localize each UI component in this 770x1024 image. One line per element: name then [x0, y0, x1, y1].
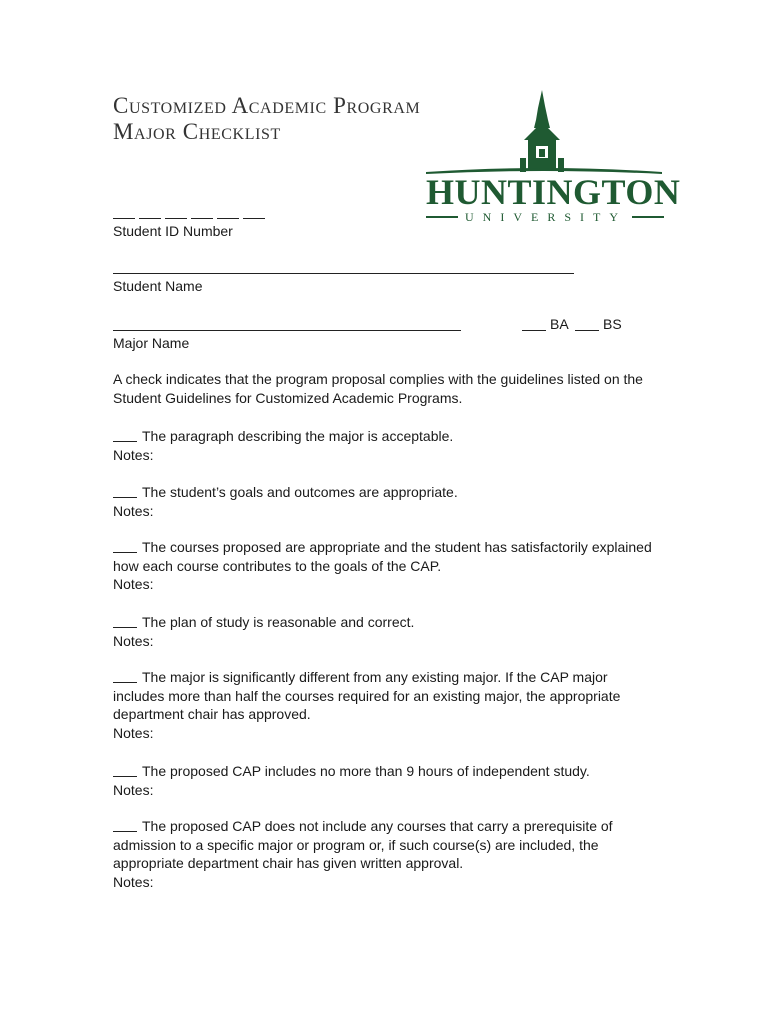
check-blank[interactable] — [113, 776, 137, 777]
notes-label: Notes: — [113, 576, 154, 593]
id-blank-2[interactable] — [139, 218, 161, 219]
notes-label: Notes: — [113, 446, 154, 463]
id-blank-4[interactable] — [191, 218, 213, 219]
notes-label: Notes: — [113, 781, 154, 798]
logo-subtitle: UNIVERSITY — [465, 210, 627, 224]
notes-label: Notes: — [113, 632, 154, 649]
notes-label: Notes: — [113, 502, 154, 519]
check-blank[interactable] — [113, 441, 137, 442]
checklist-item-7 — [113, 817, 653, 891]
id-blank-5[interactable] — [217, 218, 239, 219]
ba-blank[interactable] — [522, 330, 546, 331]
id-blank-6[interactable] — [243, 218, 265, 219]
check-blank[interactable] — [113, 627, 137, 628]
checklist-item-6 — [113, 762, 653, 799]
student-name-line[interactable] — [113, 273, 574, 274]
item-text: The major is significantly different from any existing major. If the CAP major includes more than half the courses required for an existing major, the appropriate department chair has approved. — [113, 669, 621, 723]
ba-label: BA — [550, 316, 569, 332]
major-name-line[interactable] — [113, 330, 461, 331]
student-id-label: Student ID Number — [113, 223, 233, 239]
check-blank[interactable] — [113, 497, 137, 498]
title-line-2: Major Checklist — [113, 119, 281, 144]
item-text: The student’s goals and outcomes are appropriate. — [142, 484, 458, 500]
checklist-item-3 — [113, 538, 653, 594]
intro-paragraph: A check indicates that the program proposal complies with the guidelines listed on the Student Guidelines for Customized Academic Programs. — [113, 371, 643, 406]
degree-ba-option[interactable] — [522, 315, 569, 333]
checklist-item-2 — [113, 483, 653, 520]
logo-wordmark: HUNTINGTON — [426, 172, 681, 212]
id-blank-3[interactable] — [165, 218, 187, 219]
check-blank[interactable] — [113, 682, 137, 683]
check-blank[interactable] — [113, 552, 137, 553]
item-text: The plan of study is reasonable and correct. — [142, 614, 415, 630]
checklist-item-4 — [113, 613, 653, 650]
item-text: The paragraph describing the major is acceptable. — [142, 428, 454, 444]
major-name-label: Major Name — [113, 335, 190, 351]
id-blank-1[interactable] — [113, 218, 135, 219]
item-text: The courses proposed are appropriate and the student has satisfactorily explained how each course contributes to the goals of the CAP. — [113, 539, 652, 574]
student-name-label: Student Name — [113, 278, 203, 294]
bs-blank[interactable] — [575, 330, 599, 331]
notes-label: Notes: — [113, 724, 154, 741]
checklist-item-1 — [113, 427, 653, 464]
item-text: The proposed CAP does not include any courses that carry a prerequisite of admission to a specific major or program or, if such course(s) are included, the appropriate department chair has given written approval. — [113, 818, 613, 872]
document-title — [113, 93, 420, 145]
checklist-item-5 — [113, 668, 653, 742]
check-blank[interactable] — [113, 831, 137, 832]
bs-label: BS — [603, 316, 622, 332]
item-text: The proposed CAP includes no more than 9 hours of independent study. — [142, 763, 590, 779]
degree-bs-option[interactable] — [575, 315, 622, 333]
notes-label: Notes: — [113, 873, 154, 890]
huntington-university-logo — [420, 88, 681, 228]
title-line-1: Customized Academic Program — [113, 93, 421, 118]
